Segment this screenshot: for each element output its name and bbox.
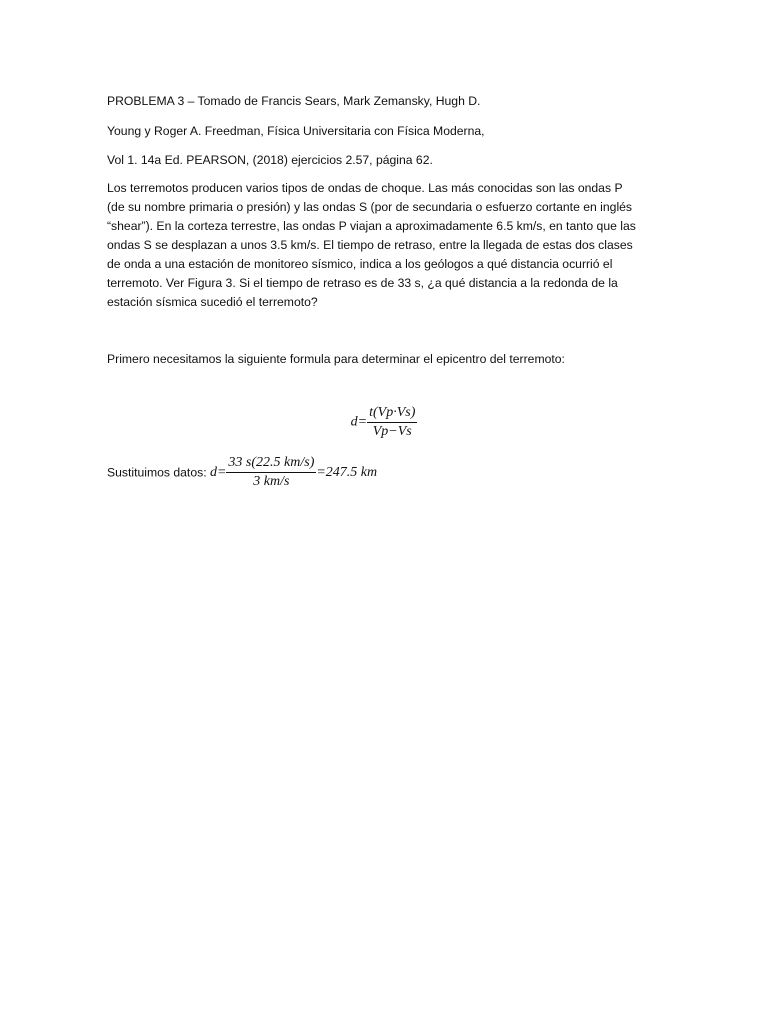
header-line-2: Young y Roger A. Freedman, Física Universitaria con Física Moderna, — [107, 124, 485, 138]
substitution-lhs: d= — [209, 464, 227, 480]
formula-lhs: d= — [350, 414, 368, 430]
substitution-label: Sustituimos datos: — [107, 465, 207, 480]
substitution-result: =247.5 km — [316, 464, 378, 480]
substitution-numerator: 33 s(22.5 km/s) — [226, 455, 316, 473]
substitution-denominator: 3 km/s — [253, 474, 290, 489]
substitution-block — [107, 455, 377, 490]
distance-formula — [351, 405, 418, 440]
formula-block — [0, 405, 768, 440]
formula-denominator: Vp−Vs — [372, 424, 412, 439]
formula-fraction — [367, 405, 417, 440]
substitution-fraction — [226, 455, 316, 490]
formula-numerator: t(Vp·Vs) — [367, 405, 417, 423]
header-line-1: PROBLEMA 3 – Tomado de Francis Sears, Mark Zemansky, Hugh D. — [107, 94, 481, 108]
substitution-formula — [209, 455, 378, 489]
header-line-3: Vol 1. 14a Ed. PEARSON, (2018) ejercicios 2.57, página 62. — [107, 153, 433, 167]
problem-statement: Los terremotos producen varios tipos de ondas de choque. Las más conocidas son las ondas P (de su nombre primaria o presión) y las ondas S (por de secundaria o esfuerzo cortante en inglés “shear”). En la corteza terrestre, las ondas P viajan a aproximadamente 6.5 km/s, en tanto que las ondas S se desplazan a unos 3.5 km/s. El tiempo de retraso, entre la llegada de estas dos clases de onda a una estación de monitoreo sísmico, indica a los geólogos a qué distancia ocurrió el terremoto. Ver Figura 3. Si el tiempo de retraso es de 33 s, ¿a qué distancia a la redonda de la estación sísmica sucedió el terremoto? — [107, 181, 636, 309]
intro-text: Primero necesitamos la siguiente formula para determinar el epicentro del terremoto: — [107, 352, 565, 366]
